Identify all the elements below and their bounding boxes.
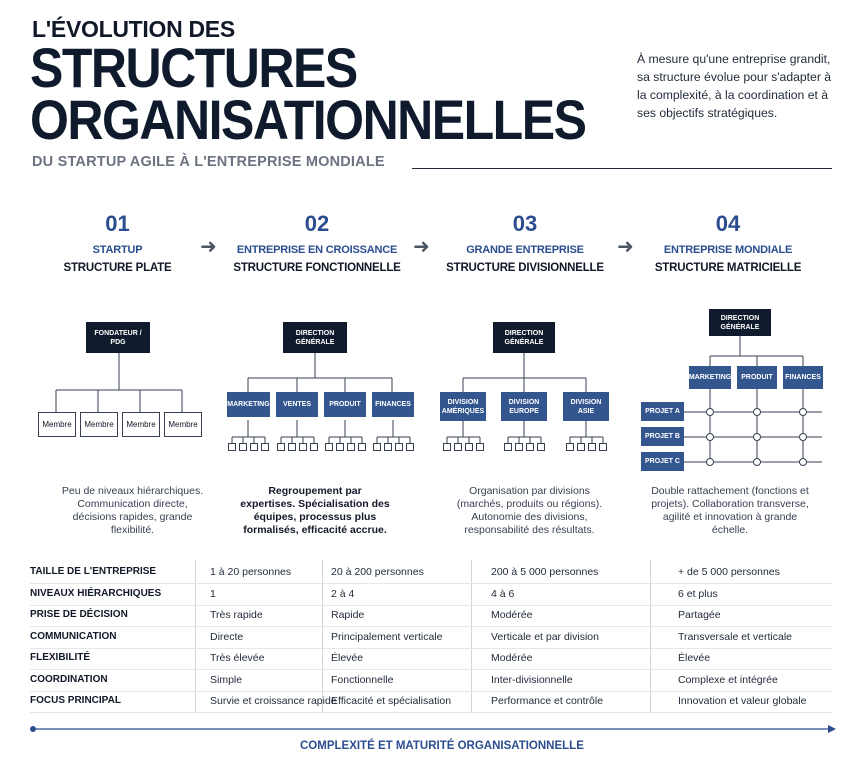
table-cell: Fonctionnelle [331, 673, 394, 686]
description-functional: Regroupement par expertises. Spécialisation des équipes, processus plus formalisés, efficacité accrue. [240, 485, 390, 536]
member-box: Membre [80, 412, 118, 437]
main-title-line-2: ORGANISATIONNELLES [30, 88, 586, 152]
stage-number: 04 [715, 211, 741, 236]
row-divider [30, 691, 832, 692]
table-cell: 1 à 20 personnes [210, 566, 292, 578]
stage-number: 03 [512, 211, 538, 236]
unit-marketing: MARKETING [227, 392, 270, 417]
kicker-title: L'ÉVOLUTION DES [32, 16, 235, 42]
stage-structure: STRUCTURE PLATE [63, 262, 172, 274]
function-finances: FINANCES [783, 366, 823, 389]
row-label: COORDINATION [30, 673, 108, 685]
description-divisional: Organisation par divisions (marchés, produits ou régions). Autonomie des divisions, responsabilité des résultats. [456, 485, 603, 536]
founder-box: FONDATEUR / PDG [86, 322, 150, 353]
table-cell: 2 à 4 [331, 587, 355, 600]
function-produit: PRODUIT [737, 366, 777, 389]
direction-box: DIRECTION GÉNÉRALE [283, 322, 347, 353]
row-divider [30, 605, 832, 606]
table-cell: Transversale et verticale [678, 630, 792, 643]
intro-text: À mesure qu'une entreprise grandit, sa structure évolue pour s'adapter à la complexité, à la coordination et à ses objectifs stratégiques. [637, 52, 832, 120]
table-cell: Rapide [331, 609, 365, 621]
row-divider [30, 583, 832, 584]
table-cell: 1 [210, 587, 216, 600]
table-cell: Élevée [678, 652, 711, 664]
maturity-label: COMPLEXITÉ ET MATURITÉ ORGANISATIONNELLE [300, 740, 584, 752]
table-cell: Innovation et valeur globale [678, 695, 807, 707]
row-label: PRISE DE DÉCISION [30, 609, 128, 620]
row-label: TAILLE DE L'ENTREPRISE [30, 566, 157, 577]
table-cell: Partagée [678, 609, 721, 621]
project-a: PROJET A [641, 402, 684, 421]
table-cell: Directe [210, 630, 244, 643]
row-label: FLEXIBILITÉ [30, 652, 90, 663]
row-label: NIVEAUX HIÉRARCHIQUES [30, 587, 162, 599]
table-cell: + de 5 000 personnes [678, 566, 780, 578]
arrow-right-icon: ➜ [617, 236, 634, 258]
stage-name: ENTREPRISE EN CROISSANCE [236, 244, 398, 256]
direction-box: DIRECTION GÉNÉRALE [493, 322, 555, 353]
project-c: PROJET C [641, 452, 684, 471]
unit-finances: FINANCES [372, 392, 414, 417]
maturity-arrow [28, 723, 838, 735]
project-b: PROJET B [641, 427, 684, 446]
table-cell: Inter-divisionnelle [491, 673, 573, 686]
row-divider [30, 712, 832, 713]
stage-number: 02 [304, 211, 330, 236]
main-title-line-1: STRUCTURES [30, 36, 357, 100]
table-cell: 4 à 6 [491, 587, 515, 600]
description-startup: Peu de niveaux hiérarchiques. Communication directe, décisions rapides, grande flexibilité. [61, 485, 204, 536]
table-cell: Principalement verticale [331, 630, 443, 643]
row-label: COMMUNICATION [30, 630, 117, 642]
member-box: Membre [38, 412, 76, 437]
table-cell: Élevée [331, 652, 364, 664]
table-cell: Complexe et intégrée [678, 673, 778, 686]
stage-name: STARTUP [92, 244, 143, 256]
member-box: Membre [122, 412, 160, 437]
table-cell: Très élevée [210, 652, 265, 664]
unit-ventes: VENTES [276, 392, 318, 417]
table-cell: 6 et plus [678, 587, 718, 600]
row-divider [30, 626, 832, 627]
row-label: FOCUS PRINCIPAL [30, 695, 121, 706]
stage-name: ENTREPRISE MONDIALE [663, 244, 793, 256]
stage-number: 01 [105, 211, 130, 236]
table-cell: Performance et contrôle [491, 695, 604, 707]
table-cell: Très rapide [210, 609, 263, 621]
member-box: Membre [164, 412, 202, 437]
division-asie: DIVISION ASIE [563, 392, 609, 421]
arrow-right-icon: ➜ [200, 236, 217, 258]
row-divider [30, 648, 832, 649]
function-marketing: MARKETING [689, 366, 731, 389]
stage-structure: STRUCTURE DIVISIONNELLE [446, 262, 604, 274]
arrow-right-icon: ➜ [413, 236, 430, 258]
table-cell: Modérée [491, 609, 533, 621]
table-cell: 20 à 200 personnes [331, 566, 424, 578]
unit-produit: PRODUIT [324, 392, 366, 417]
description-matrix: Double rattachement (fonctions et projets). Collaboration transverse, agilité et innovation à grande échelle. [651, 485, 809, 536]
table-cell: Verticale et par division [491, 630, 599, 643]
division-europe: DIVISION EUROPE [501, 392, 547, 421]
stage-structure: STRUCTURE MATRICIELLE [654, 262, 802, 274]
subtitle: DU STARTUP AGILE À L'ENTREPRISE MONDIALE [32, 154, 385, 170]
table-cell: Modérée [491, 652, 533, 664]
direction-box: DIRECTION GÉNÉRALE [709, 309, 771, 336]
table-cell: Survie et croissance rapide [210, 695, 337, 707]
division-ameriques: DIVISION AMÉRIQUES [440, 392, 486, 421]
row-divider [30, 669, 832, 670]
stage-structure: STRUCTURE FONCTIONNELLE [233, 262, 401, 274]
table-cell: Efficacité et spécialisation [331, 695, 452, 707]
table-cell: Simple [210, 673, 243, 686]
table-cell: 200 à 5 000 personnes [491, 566, 599, 578]
stage-name: GRANDE ENTREPRISE [466, 244, 584, 256]
